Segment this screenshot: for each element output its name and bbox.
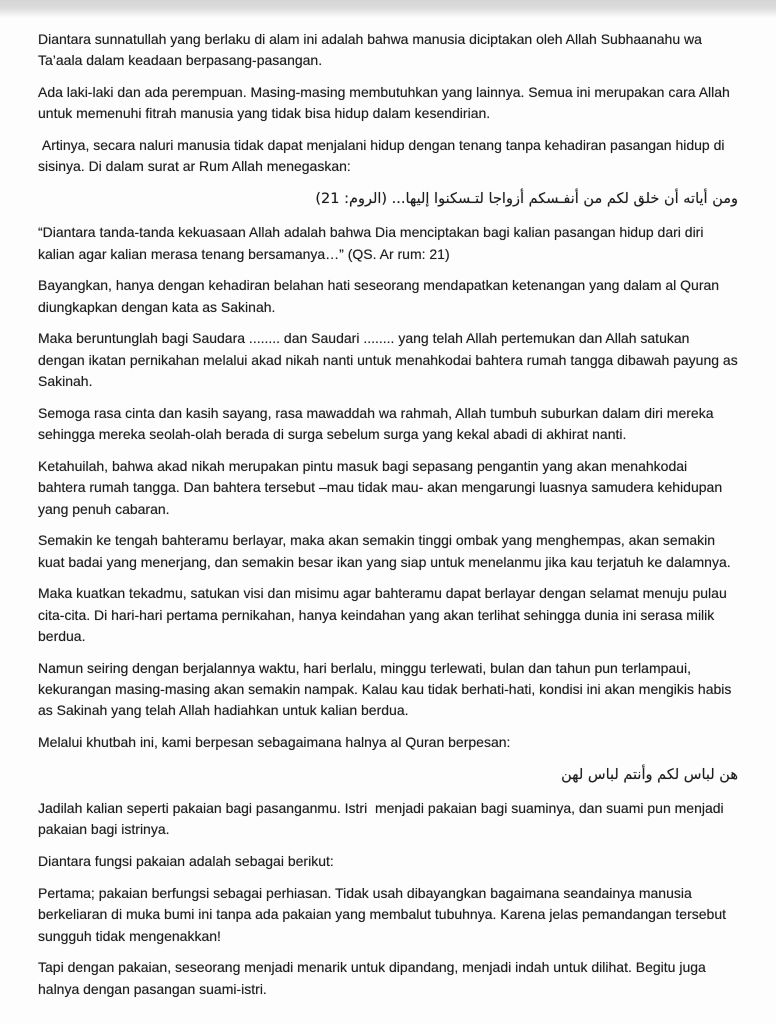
paragraph-intro-pairs: Diantara sunnatullah yang berlaku di alam ini adalah bahwa manusia diciptakan oleh Allah Subhaanahu wa Ta’aala dalam keadaan berpasang-pasangan. — [38, 31, 706, 69]
paragraph-jadilah: Jadilah kalian seperti pakaian bagi pasanganmu. Istri menjadi pakaian bagi suaminya, dan suami pun menjadi pakaian bagi istrinya. — [38, 800, 728, 838]
arabic-quote-ar-rum: ومن أياته أن خلق لكم من أنفـسكم أزواجا لتـسكنوا إليها... (الروم: 21) — [315, 191, 738, 208]
paragraph-translation-ar-rum: “Diantara tanda-tanda kekuasaan Allah adalah bahwa Dia menciptakan bagi kalian pasangan hidup dari diri kalian agar kalian merasa tenang bersamanya…” (QS. Ar rum: 21) — [38, 224, 708, 262]
paragraph-male-female: Ada laki-laki dan ada perempuan. Masing-masing membutuhkan yang lainnya. Semua ini merupakan cara Allah untuk memenuhi fitrah manusia yang tidak bisa hidup dalam kesendirian. — [38, 84, 734, 122]
paragraph-naluri: Artinya, secara naluri manusia tidak dapat menjalani hidup dengan tenang tanpa kehadiran pasangan hidup di sisinya. Di dalam surat ar Rum Allah menegaskan: — [38, 137, 729, 175]
paragraph-semakin: Semakin ke tengah bahteramu berlayar, maka akan semakin tinggi ombak yang menghempas, akan semakin kuat badai yang menerjang, dan semakin besar ikan yang siap untuk menelanmu jika kau terjatuh ke dalamnya. — [38, 532, 731, 570]
paragraph-ketahuilah: Ketahuilah, bahwa akad nikah merupakan pintu masuk bagi sepasang pengantin yang akan menahkodai bahtera rumah tangga. Dan bahtera tersebut –mau tidak mau- akan mengarungi luasnya samudera kehidupan yang penuh cabaran. — [38, 457, 726, 517]
paragraph-semoga: Semoga rasa cinta dan kasih sayang, rasa mawaddah wa rahmah, Allah tumbuh suburkan dalam diri mereka sehingga mereka seolah-olah berada di surga sebelum surga yang kekal abadi di akhirat nanti. — [38, 404, 718, 443]
arabic-quote-libas: هن لباس لكم وأنتم لباس لهن — [561, 767, 738, 784]
paragraph-melalui-khutbah: Melalui khutbah ini, kami berpesan sebagaimana halnya al Quran berpesan: — [38, 734, 511, 751]
page-top-edge-shadow — [0, 0, 776, 20]
paragraph-pertama: Pertama; pakaian berfungsi sebagai perhiasan. Tidak usah dibayangkan bagaimana seandainya manusia berkeliaran di muka bumi ini tanpa ada pakaian yang membalut tubuhnya. Karena jelas pemandangan tersebut sungguh tidak mengenakkan! — [38, 884, 730, 944]
paragraph-maka-beruntunglah: Maka beruntunglah bagi Saudara ........ dan Saudari ........ yang telah Allah pertemukan dan Allah satukan dengan ikatan pernikahan melalui akad nikah nanti untuk menahkodai bahtera rumah tangga dibawah payung as Sakinah. — [38, 330, 742, 390]
paragraph-bayangkan: Bayangkan, hanya dengan kehadiran belahan hati seseorang mendapatkan ketenangan yang dalam al Quran diungkapkan dengan kata as Sakinah. — [38, 277, 723, 315]
paragraph-tapi-dengan: Tapi dengan pakaian, seseorang menjadi menarik untuk dipandang, menjadi indah untuk dilihat. Begitu juga halnya dengan pasangan suami-istri. — [38, 959, 710, 997]
paragraph-namun-seiring: Namun seiring dengan berjalannya waktu, hari berlalu, minggu terlewati, bulan dan tahun pun terlampaui, kekurangan masing-masing akan semakin nampak. Kalau kau tidak berhati-hati, kondisi ini akan mengikis habis as Sakinah yang telah Allah hadiahkan untuk kalian berdua. — [38, 659, 736, 719]
paragraph-fungsi-pakaian: Diantara fungsi pakaian adalah sebagai berikut: — [38, 853, 334, 870]
document-content — [38, 29, 742, 1010]
paragraph-maka-kuatkan: Maka kuatkan tekadmu, satukan visi dan misimu agar bahteramu dapat berlayar dengan selamat menuju pulau cita-cita. Di hari-hari pertama pernikahan, hanya keindahan yang akan terlihat sehingga dunia ini serasa milik berdua. — [38, 585, 731, 645]
